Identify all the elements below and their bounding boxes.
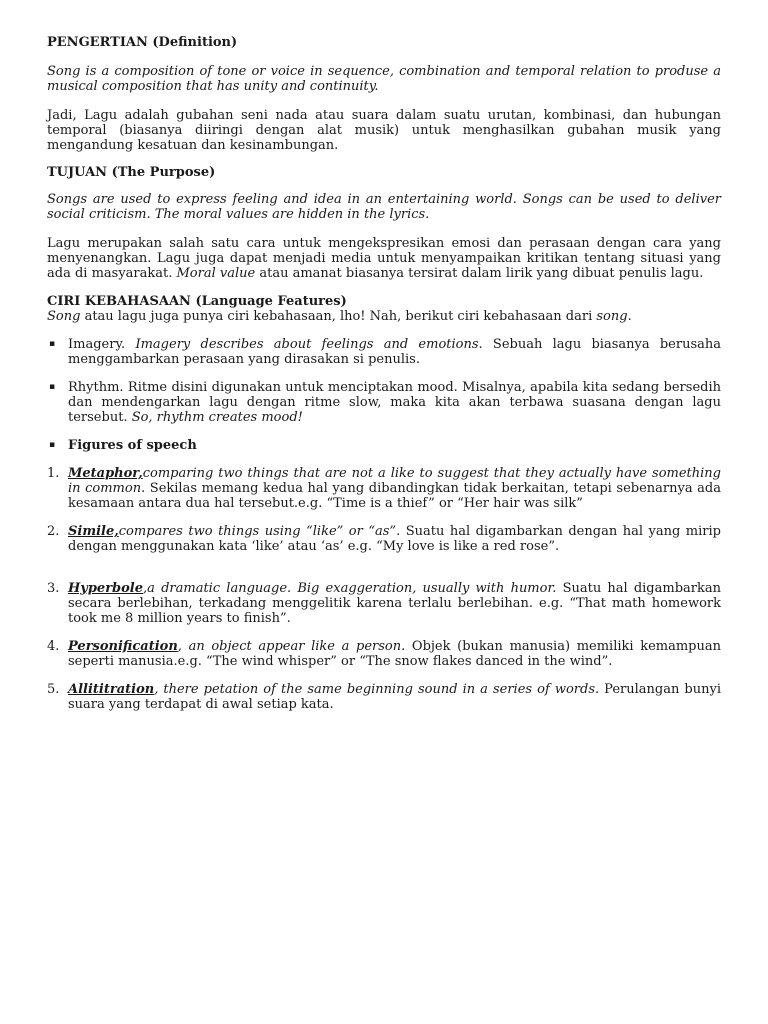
figure-item-simile xyxy=(47,524,721,554)
intro-song-term: Song xyxy=(47,309,81,324)
imagery-english: Imagery describes about feelings and emotions. xyxy=(135,337,483,352)
intro-song-term-2: song xyxy=(596,309,628,324)
purpose-indonesian xyxy=(47,236,721,281)
features-heading: CIRI KEBAHASAAN (Language Features) xyxy=(47,294,347,309)
bullet-imagery xyxy=(47,337,721,367)
figure-description: Suatu hal digambarkan secara berlebihan, terkadang menggelitik karena terlalu berlebihan. e.g. “That math homework took me 8 million years to finish”. xyxy=(68,581,721,626)
figure-english: , an object appear like a person. xyxy=(177,639,406,654)
purpose-indonesian-a: Lagu merupakan salah satu cara untuk mengekspresikan emosi dan perasaan dengan cara yang menyenangkan. Lagu juga dapat menjadi media untuk menyampaikan kritikan tentang situasi yang ada di masyarakat. xyxy=(47,236,721,281)
features-intro xyxy=(47,309,721,324)
definition-heading: PENGERTIAN (Definition) xyxy=(47,35,238,50)
figure-english: compares two things using “like” or “as”. xyxy=(118,524,401,539)
figure-term: Personification xyxy=(68,639,178,654)
figure-number: 2. xyxy=(47,524,60,539)
figure-item-metaphor xyxy=(47,466,721,511)
moral-value-term: Moral value xyxy=(176,266,256,281)
purpose-indonesian-b: atau amanat biasanya tersirat dalam lirik yang dibuat penulis lagu. xyxy=(255,266,704,281)
imagery-indonesian: Sebuah lagu biasanya berusaha menggambarkan perasaan yang dirasakan si penulis. xyxy=(68,337,721,367)
intro-end: . xyxy=(627,309,632,324)
figure-number: 3. xyxy=(47,581,60,596)
figures-heading: Figures of speech xyxy=(68,438,197,453)
figure-term: Allititration xyxy=(68,682,155,697)
intro-text: atau lagu juga punya ciri kebahasaan, lho! Nah, berikut ciri kebahasaan dari xyxy=(80,309,597,324)
figure-term: Hyperbole xyxy=(68,581,144,596)
bullet-figures-of-speech xyxy=(47,438,721,453)
figure-item-hyperbole xyxy=(47,581,721,626)
figure-description: Suatu hal digambarkan dengan hal yang mirip dengan menggunakan kata ‘like’ atau ‘as’ e.g. “My love is like a red rose”. xyxy=(68,524,721,554)
figure-description: Sekilas memang kedua hal yang dibandingkan tidak berkaitan, tetapi sebenarnya ada kesamaan antara dua hal tersebut.e.g. “Time is a thief” or “Her hair was silk” xyxy=(68,481,721,511)
bullet-rhythm xyxy=(47,380,721,425)
definition-indonesian: Jadi, Lagu adalah gubahan seni nada atau suara dalam suatu urutan, kombinasi, dan hubungan temporal (biasanya diiringi dengan alat musik) untuk menghasilkan gubahan musik yang mengandung kesatuan dan kesinambungan. xyxy=(47,108,721,153)
bullet-marker: ▪ xyxy=(49,339,56,349)
figure-description: Perulangan bunyi suara yang terdapat di awal setiap kata. xyxy=(68,682,721,712)
bullet-marker: ▪ xyxy=(49,382,56,392)
purpose-english: Songs are used to express feeling and idea in an entertaining world. Songs can be used to deliver social criticism. The moral values are hidden in the lyrics. xyxy=(47,192,721,222)
figure-term: Metaphor, xyxy=(68,466,143,481)
figure-english: , there petation of the same beginning sound in a series of words. xyxy=(154,682,600,697)
figure-number: 5. xyxy=(47,682,60,697)
bullet-marker: ▪ xyxy=(49,440,56,450)
figure-number: 4. xyxy=(47,639,60,654)
purpose-heading: TUJUAN (The Purpose) xyxy=(47,165,216,180)
imagery-label: Imagery. xyxy=(68,337,136,352)
figure-item-personification xyxy=(47,639,721,669)
definition-english: Song is a composition of tone or voice in sequence, combination and temporal relation to produse a musical composition that has unity and continuity. xyxy=(47,64,721,94)
figure-description: Objek (bukan manusia) memiliki kemampuan seperti manusia.e.g. “The wind whisper” or “The snow flakes danced in the wind”. xyxy=(68,639,721,669)
figure-english: ,a dramatic language. Big exaggeration, usually with humor. xyxy=(143,581,557,596)
figure-number: 1. xyxy=(47,466,60,481)
figure-item-alliteration xyxy=(47,682,721,712)
rhythm-text: Rhythm. Ritme disini digunakan untuk menciptakan mood. Misalnya, apabila kita sedang bersedih dan mendengarkan lagu dengan ritme slow, maka kita akan terbawa suasana dengan lagu tersebut. xyxy=(68,380,721,425)
figure-english: comparing two things that are not a like to suggest that they actually have something in common. xyxy=(68,466,721,496)
rhythm-english: So, rhythm creates mood! xyxy=(131,410,303,425)
figure-term: Simile, xyxy=(68,524,119,539)
